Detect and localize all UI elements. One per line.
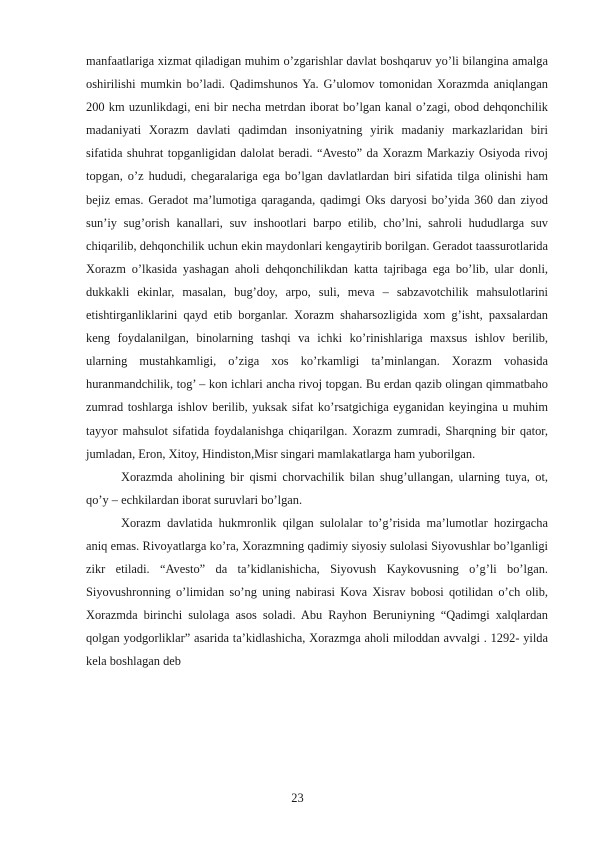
paragraph-2: Xorazmda aholining bir qismi chorvachilik bilan shug’ullangan, ularning tuya, ot, qo’y – echkilardan iborat suruvlari bo’lgan. xyxy=(86,469,548,507)
page-number: 23 xyxy=(291,791,304,805)
paragraph-1: manfaatlariga xizmat qiladigan muhim o’zgarishlar davlat boshqaruv yo’li bilangina amalga oshirilishi mumkin bo’ladi. Qadimshunos Ya. G’ulomov tomonidan Xorazmda aniqlangan 200 km uzunlikdagi, eni bir necha metrdan iborat bo’lgan kanal o’zagi, obod dehqonchilik madaniyati Xorazm davlati qadimdan insoniyatning yirik madaniy markazlaridan biri sifatida shuhrat topganligidan dalolat beradi. “Avesto” da Xorazm Markaziy Osiyoda rivoj topgan, o’z hududi, chegaralariga ega bo’lgan davlatlardan biri sifatida tilga olinishi ham bejiz emas. Geradot ma’lumotiga qaraganda, qadimgi Oks daryosi bo’yida 360 dan ziyod sun’iy sug’orish kanallari, suv inshootlari barpo etilib, cho’lni, sahroli hududlarga suv chiqarilib, dehqonchilik uchun ekin maydonlari kengaytirib borilgan. Geradot taassurotlarida Xorazm o’lkasida yashagan aholi dehqonchilikdan katta tajribaga ega bo’lib, ular donli, dukkakli ekinlar, masalan, bug’doy, arpo, suli, meva – sabzavotchilik mahsulotlarini etishtirganliklarini qayd etib borganlar. Xorazm shaharsozligida xom g’isht, paxsalardan keng foydalanilgan, binolarning tashqi va ichki ko’rinishlariga maxsus ishlov berilib, ularning mustahkamligi, o’ziga xos ko’rkamligi ta’minlangan. Xorazm vohasida huranmandchilik, tog’ – kon ichlari ancha rivoj topgan. Bu erdan qazib olingan qimmatbaho zumrad toshlarga ishlov berilib, yuksak sifat ko’rsatgichiga eyganidan keyingina u muhim tayyor mahsulot sifatida foydalanishga chiqarilgan. Xorazm zumradi, Sharqning bir qator, jumladan, Eron, Xitoy, Hindiston,Misr singari mamlakatlarga ham yuborilgan. xyxy=(86,54,548,461)
paragraph-3: Xorazm davlatida hukmronlik qilgan sulolalar to’g’risida ma’lumotlar hozirgacha aniq emas. Rivoyatlarga ko’ra, Xorazmning qadimiy siyosiy sulolasi Siyovushlar bo’lganligi zikr etiladi. “Avesto” da ta’kidlanishicha, Siyovush Kaykovusning o’g’li bo’lgan. Siyovushronning o’limidan so’ng uning nabirasi Kova Xisrav bobosi qotilidan o’ch olib, Xorazmda birinchi sulolaga asos soladi. Abu Rayhon Beruniyning “Qadimgi xalqlardan qolgan yodgorliklar” asarida ta’kidlashicha, Xorazmga aholi miloddan avvalgi . 1292- yilda kela boshlagan deb xyxy=(86,515,548,669)
page-body xyxy=(86,50,548,674)
